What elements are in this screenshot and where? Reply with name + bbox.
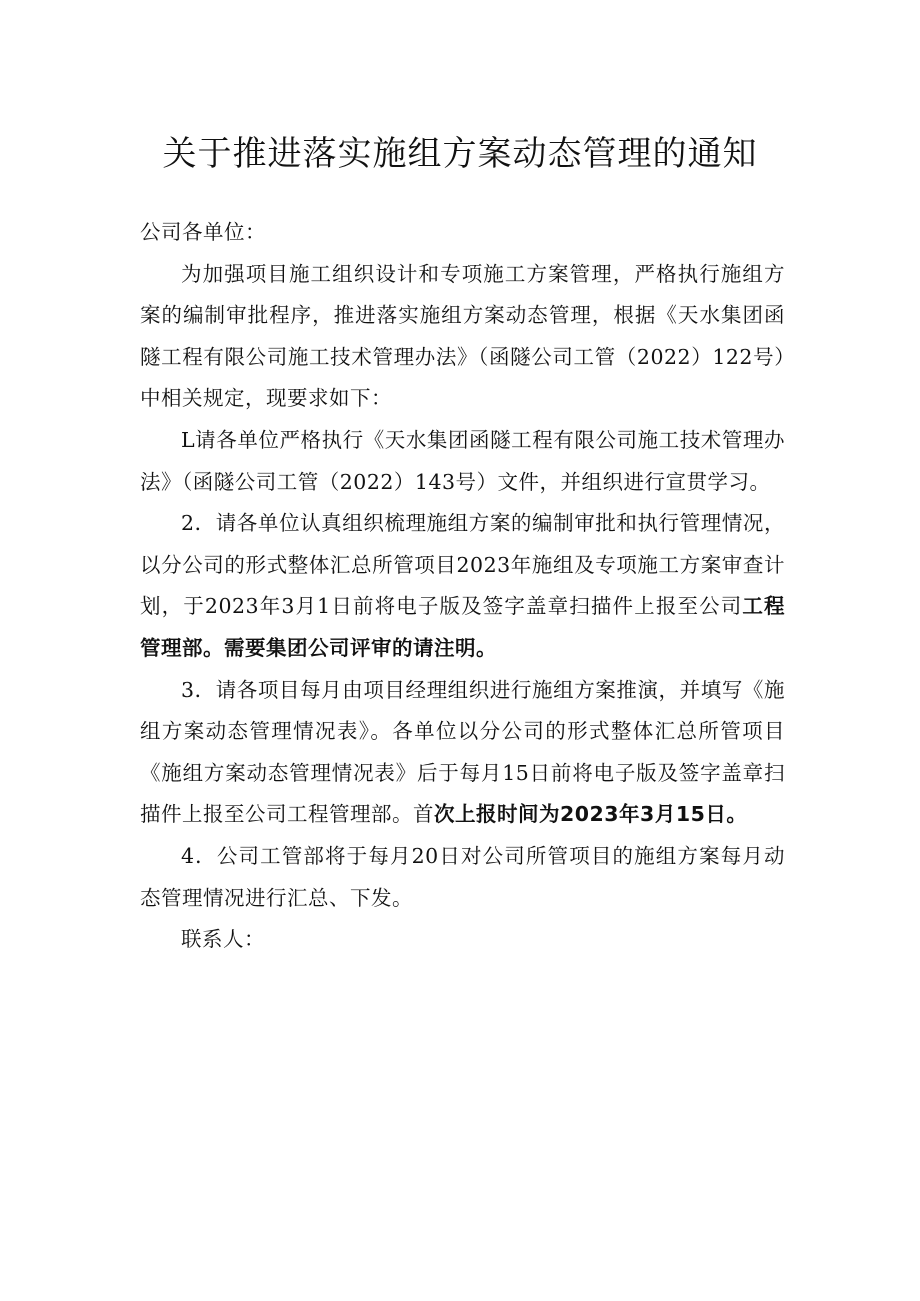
item-1-text: L请各单位严格执行《天水集团函隧工程有限公司施工技术管理办法》（函隧公司工管（2022）143号）文件，并组织进行宣贯学习。: [140, 427, 785, 494]
item-4-paragraph: [140, 836, 785, 919]
intro-paragraph: 为加强项目施工组织设计和专项施工方案管理，严格执行施组方案的编制审批程序，推进落实施组方案动态管理，根据《天水集团函隧工程有限公司施工技术管理办法》（函隧公司工管（2022）122号）中相关规定，现要求如下：: [140, 261, 785, 411]
contact-line: 联系人：: [181, 927, 265, 952]
item-4-text: 4．公司工管部将于每月20日对公司所管项目的施组方案每月动态管理情况进行汇总、下发。: [140, 843, 785, 910]
document-title: 关于推进落实施组方案动态管理的通知: [162, 134, 758, 174]
item-3-text: 3．请各项目每月由项目经理组织进行施组方案推演，并填写《施组方案动态管理情况表》。各单位以分公司的形式整体汇总所管项目《施组方案动态管理情况表》后于每月15日前将电子版及签字盖章扫描件上报至公司工程管理部。首: [140, 677, 785, 827]
salutation: 公司各单位：: [140, 220, 266, 244]
item-3-bold-text: 次上报时间为2023年3月15日。: [434, 802, 748, 827]
item-1-paragraph: [140, 420, 785, 503]
document-body: [140, 212, 785, 961]
item-3-paragraph: [140, 670, 785, 836]
item-2-text: 2．请各单位认真组织梳理施组方案的编制审批和执行管理情况，以分公司的形式整体汇总所管项目2023年施组及专项施工方案审查计划，于2023年3月1日前将电子版及签字盖章扫描件上报至公司: [140, 511, 785, 619]
item-2-bold-text: 工程管理部。需要集团公司评审的请注明。: [140, 594, 785, 660]
item-2-paragraph: [140, 503, 785, 669]
